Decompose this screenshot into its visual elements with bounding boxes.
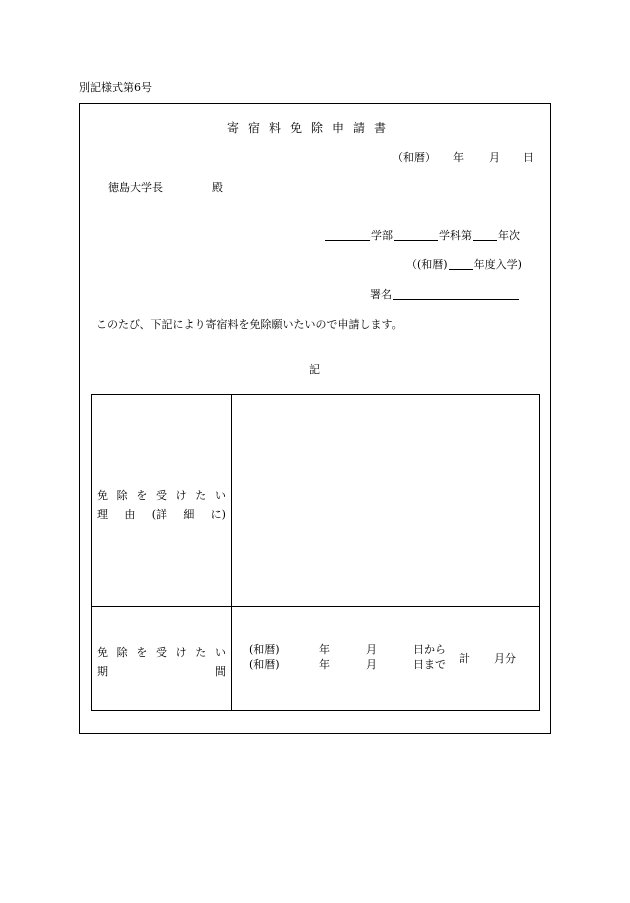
period-from-year: 年 — [319, 643, 330, 656]
period-from-era: (和暦) — [249, 643, 280, 656]
reason-label — [97, 487, 226, 522]
dept-blank[interactable] — [394, 229, 438, 241]
statement: このたび、下記により寄宿料を免除願いたいので申請します。 — [96, 318, 403, 331]
date-era: （和暦） — [392, 151, 436, 164]
admission-year-blank[interactable] — [449, 258, 473, 270]
signature-line — [370, 288, 520, 300]
period-to-suffix: 日まで — [413, 658, 446, 671]
reason-label-line1: 免 除 を 受 け た い — [97, 489, 226, 502]
faculty-label: 学部 — [371, 229, 393, 242]
period-months-label: 月分 — [494, 652, 516, 665]
period-label — [97, 644, 226, 679]
admission-close: 年度入学) — [473, 258, 522, 271]
form-number: 別記様式第6号 — [79, 81, 152, 94]
period-label-line2: 期 間 — [97, 665, 226, 678]
period-to-year: 年 — [319, 658, 330, 671]
date-day: 日 — [523, 151, 534, 164]
reason-input-cell[interactable] — [232, 395, 539, 606]
date-year: 年 — [453, 151, 464, 164]
period-to-era: (和暦) — [249, 658, 280, 671]
form-title: 寄宿料免除申請書 — [227, 121, 396, 135]
admission-line — [406, 258, 522, 270]
period-total-label: 計 — [459, 652, 470, 665]
details-table — [91, 394, 540, 711]
addressee-name: 徳島大学長 — [108, 181, 163, 194]
signature-blank[interactable] — [393, 288, 519, 300]
period-from-suffix: 日から — [413, 643, 446, 656]
addressee-honorific: 殿 — [212, 181, 223, 194]
faculty-blank[interactable] — [325, 229, 370, 241]
table-row-divider — [92, 606, 539, 607]
reason-label-line2: 理 由 (詳 細 に) — [97, 508, 226, 521]
signature-label: 署名 — [370, 288, 392, 301]
date-month: 月 — [489, 151, 500, 164]
period-to-month: 月 — [366, 658, 377, 671]
grade-blank[interactable] — [473, 229, 497, 241]
period-label-line1: 免 除 を 受 け た い — [97, 646, 226, 659]
grade-label: 年次 — [498, 229, 520, 242]
department-line — [324, 229, 520, 241]
ki-mark: 記 — [309, 363, 320, 376]
admission-open: （(和暦) — [406, 258, 448, 271]
period-from-month: 月 — [366, 643, 377, 656]
dept-label: 学科第 — [439, 229, 472, 242]
